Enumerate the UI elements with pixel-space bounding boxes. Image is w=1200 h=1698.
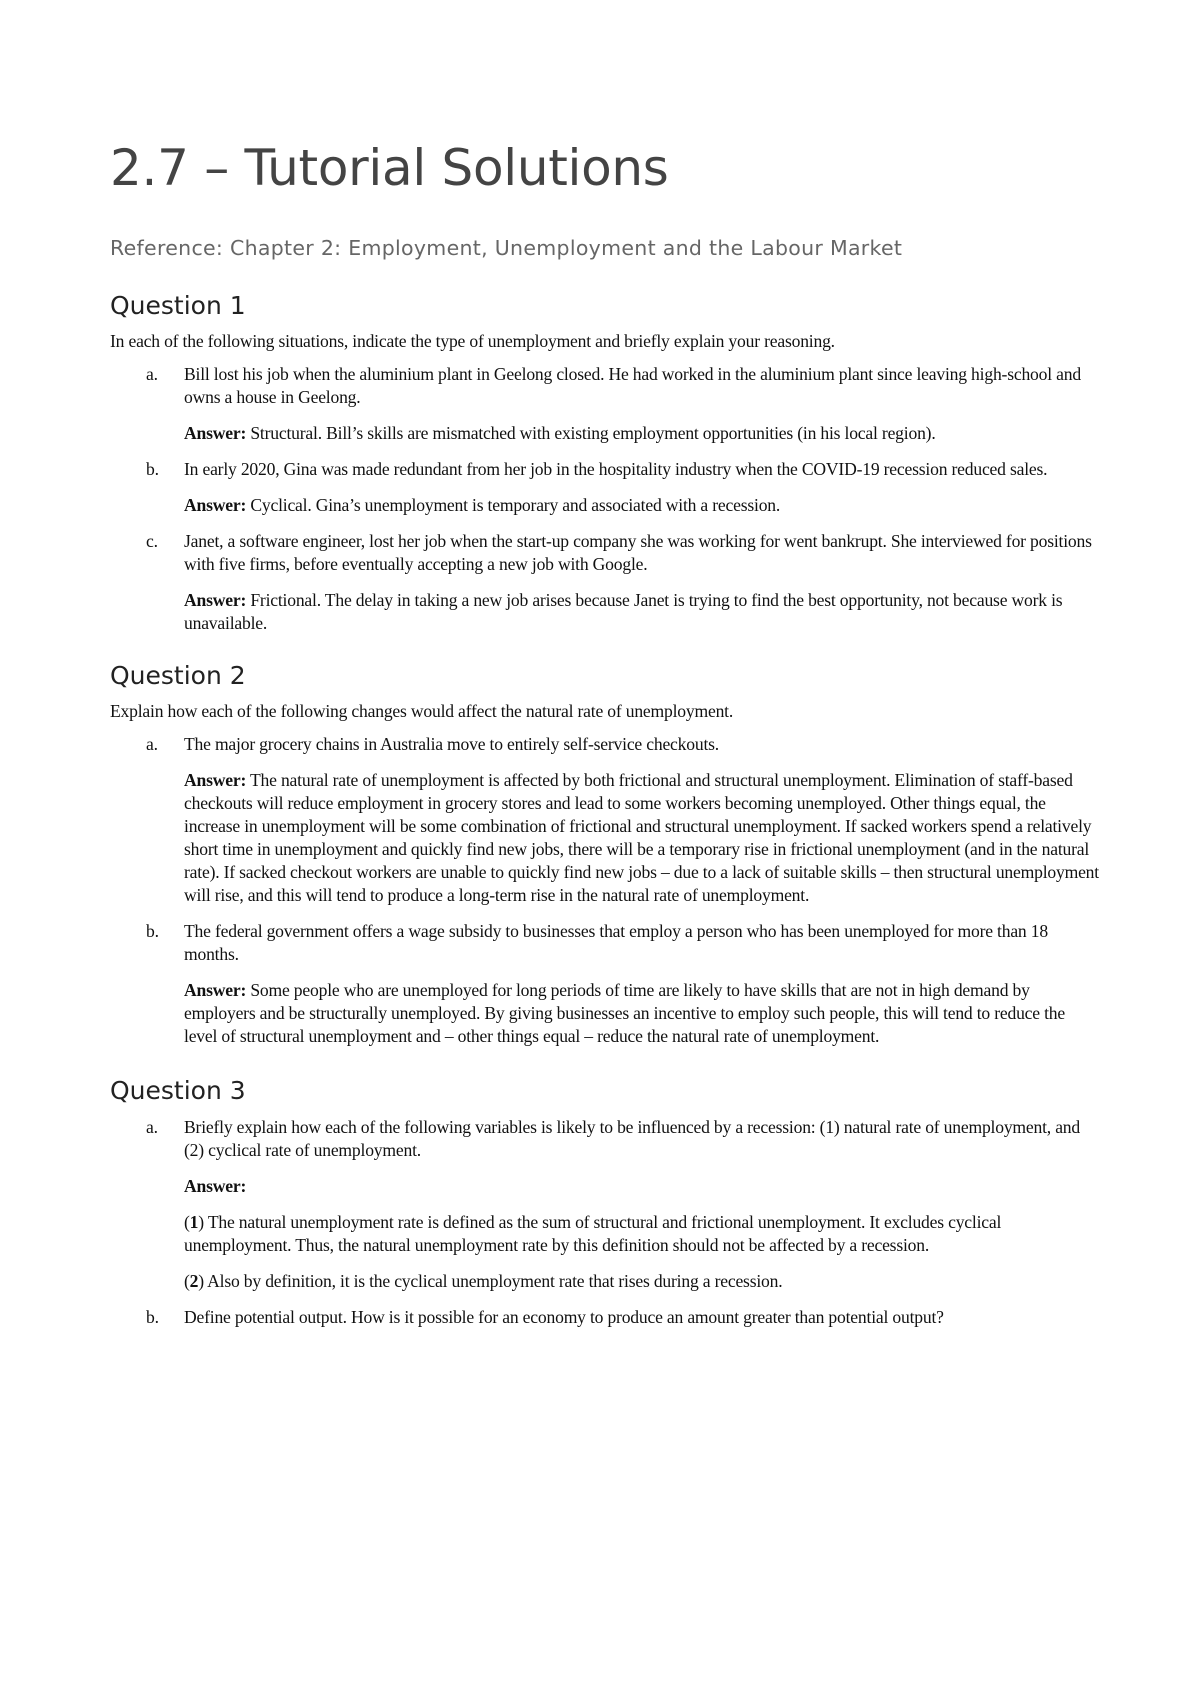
item-text: Briefly explain how each of the following variables is likely to be influenced by a recession: (1) natural rate of unemployment, and (2) cyclical rate of unemployment. bbox=[184, 1116, 1081, 1160]
list-marker: c. bbox=[146, 530, 158, 551]
item-text: Bill lost his job when the aluminium plant in Geelong closed. He had worked in the aluminium plant since leaving high-school and owns a house in Geelong. bbox=[184, 363, 1081, 407]
paren-open: ( bbox=[184, 1211, 190, 1232]
list-item bbox=[110, 733, 1100, 756]
list-item bbox=[110, 1306, 1100, 1329]
answer-text: ) The natural unemployment rate is defined as the sum of structural and frictional unemployment. It excludes cyclical unemployment. Thus, the natural unemployment rate by this definition should not be affected by a recession. bbox=[184, 1211, 1002, 1255]
answer-text: Frictional. The delay in taking a new job arises because Janet is trying to find the best opportunity, not because work is unavailable. bbox=[184, 589, 1063, 633]
answer-paragraph bbox=[184, 494, 1100, 517]
list-marker: a. bbox=[146, 363, 158, 384]
answer-label: Answer: bbox=[184, 494, 247, 515]
list-item bbox=[110, 363, 1100, 409]
item-text: The federal government offers a wage subsidy to businesses that employ a person who has been unemployed for more than 18 months. bbox=[184, 920, 1048, 964]
answer-label: Answer: bbox=[184, 422, 247, 443]
question-1-heading: Question 1 bbox=[110, 290, 246, 320]
question-2-intro: Explain how each of the following changes would affect the natural rate of unemployment. bbox=[110, 700, 734, 721]
answer-label: Answer: bbox=[184, 1175, 247, 1196]
item-text: Define potential output. How is it possible for an economy to produce an amount greater than potential output? bbox=[184, 1306, 944, 1327]
answer-paragraph bbox=[184, 769, 1100, 907]
answer-label-paragraph bbox=[184, 1175, 1100, 1198]
list-marker: b. bbox=[146, 1306, 159, 1327]
answer-number: 1 bbox=[189, 1211, 199, 1232]
answer-text: Cyclical. Gina’s unemployment is temporary and associated with a recession. bbox=[246, 494, 781, 515]
question-3-heading: Question 3 bbox=[110, 1075, 246, 1105]
question-2-heading: Question 2 bbox=[110, 660, 246, 690]
list-marker: b. bbox=[146, 458, 159, 479]
answer-paragraph bbox=[184, 1270, 1100, 1293]
list-item bbox=[110, 1116, 1100, 1162]
answer-label: Answer: bbox=[184, 769, 247, 790]
question-1-intro: In each of the following situations, indicate the type of unemployment and briefly explain your reasoning. bbox=[110, 330, 835, 351]
item-text: In early 2020, Gina was made redundant from her job in the hospitality industry when the COVID-19 recession reduced sales. bbox=[184, 458, 1048, 479]
answer-paragraph bbox=[184, 979, 1100, 1048]
answer-text: Some people who are unemployed for long periods of time are likely to have skills that are not in high demand by employers and be structurally unemployed. By giving businesses an incentive to employ such people, this will tend to reduce the level of structural unemployment and – other things equal – reduce the natural rate of unemployment. bbox=[184, 979, 1065, 1046]
answer-text: The natural rate of unemployment is affected by both frictional and structural unemployment. Elimination of staff-based checkouts will reduce employment in grocery stores and lead to some workers becoming unemployed. Other things equal, the increase in unemployment will be some combination of frictional and structural unemployment. If sacked workers spend a relatively short time in unemployment and quickly find new jobs, there will be a temporary rise in frictional unemployment (and in the natural rate). If sacked checkout workers are unable to quickly find new jobs – due to a lack of suitable skills – then structural unemployment will rise, and this will tend to produce a long-term rise in the natural rate of unemployment. bbox=[184, 769, 1099, 905]
list-marker: b. bbox=[146, 920, 159, 941]
item-text: Janet, a software engineer, lost her job when the start-up company she was working for went bankrupt. She interviewed for positions with five firms, before eventually accepting a new job with Google. bbox=[184, 530, 1092, 574]
answer-label: Answer: bbox=[184, 979, 247, 1000]
answer-text: Structural. Bill’s skills are mismatched with existing employment opportunities (in his local region). bbox=[246, 422, 936, 443]
item-text: The major grocery chains in Australia move to entirely self-service checkouts. bbox=[184, 733, 719, 754]
paren-open: ( bbox=[184, 1270, 190, 1291]
list-item bbox=[110, 530, 1100, 576]
answer-number: 2 bbox=[189, 1270, 199, 1291]
list-marker: a. bbox=[146, 1116, 158, 1137]
answer-paragraph bbox=[184, 589, 1100, 635]
answer-text: ) Also by definition, it is the cyclical unemployment rate that rises during a recession. bbox=[198, 1270, 783, 1291]
answer-paragraph bbox=[184, 422, 1100, 445]
answer-paragraph bbox=[184, 1211, 1100, 1257]
list-item bbox=[110, 920, 1100, 966]
answer-label: Answer: bbox=[184, 589, 247, 610]
chapter-reference: Reference: Chapter 2: Employment, Unemployment and the Labour Market bbox=[110, 236, 903, 260]
page-title: 2.7 – Tutorial Solutions bbox=[110, 139, 669, 197]
list-marker: a. bbox=[146, 733, 158, 754]
list-item bbox=[110, 458, 1100, 481]
